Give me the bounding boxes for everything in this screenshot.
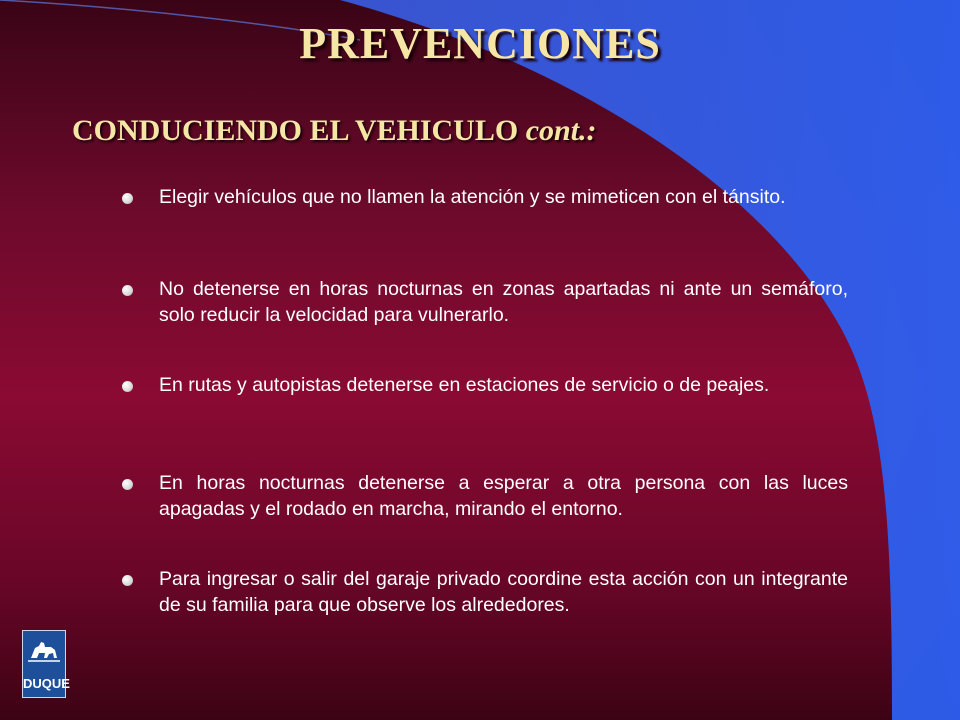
logo-brand-text: DUQUE: [23, 676, 70, 691]
bullet-text: Para ingresar o salir del garaje privado coordine esta acción con un integrante de su familia para que observe los alrededores.: [159, 568, 848, 616]
bullet-text: No detenerse en horas nocturnas en zonas apartadas ni ante un semáforo, solo reducir la velocidad para vulnerarlo.: [159, 278, 848, 326]
company-logo: [22, 630, 70, 698]
bullet-text: En horas nocturnas detenerse a esperar a otra persona con las luces apagadas y el rodado en marcha, mirando el entorno.: [159, 472, 848, 520]
slide-title: PREVENCIONES: [299, 19, 661, 68]
bullet-dot-icon: [122, 381, 133, 392]
bullet-item: [118, 372, 848, 398]
bullet-dot-icon: [122, 285, 133, 296]
subtitle-text: CONDUCIENDO EL VEHICULO: [72, 114, 519, 147]
bullet-item: [118, 470, 848, 522]
bullet-item: [118, 184, 848, 210]
bullet-item: [118, 276, 848, 328]
bullet-dot-icon: [122, 479, 133, 490]
bullet-text: Elegir vehículos que no llamen la atención y se mimeticen con el tánsito.: [159, 186, 786, 208]
bullet-dot-icon: [122, 575, 133, 586]
subtitle-cont: cont.:: [525, 114, 597, 147]
slide-subtitle: [72, 114, 597, 148]
bullet-item: [118, 566, 848, 618]
dog-emblem-icon: [25, 634, 63, 668]
bullet-text: En rutas y autopistas detenerse en estaciones de servicio o de peajes.: [159, 374, 770, 396]
bullet-dot-icon: [122, 193, 133, 204]
